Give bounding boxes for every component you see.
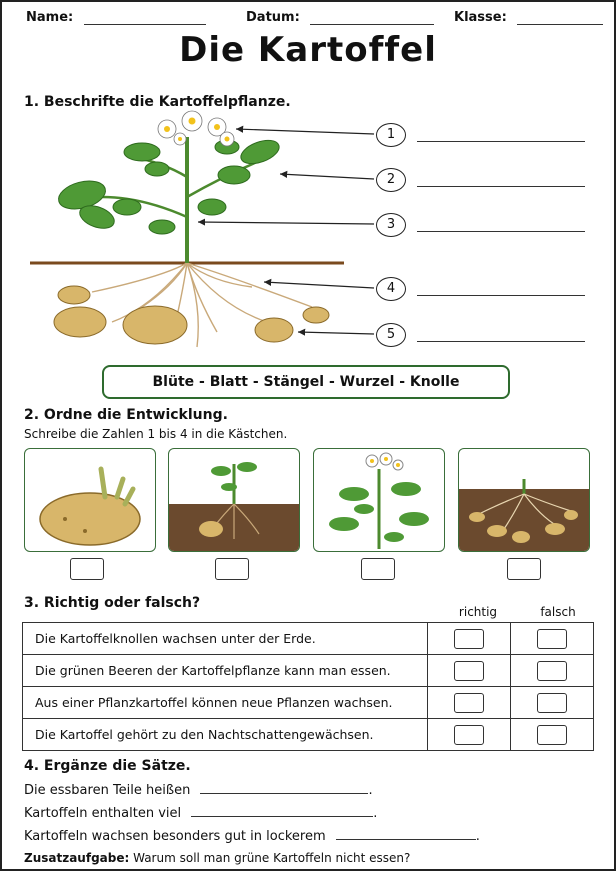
label-number-2: 2: [376, 168, 406, 192]
table-row: [23, 719, 594, 751]
order-box-4[interactable]: [507, 558, 541, 580]
statement-text: Aus einer Pflanzkartoffel können neue Pflanzen wachsen.: [23, 687, 428, 719]
false-checkbox[interactable]: [537, 661, 567, 681]
name-label: Name:: [26, 10, 74, 25]
label-number-3: 3: [376, 213, 406, 237]
section4-heading: 4. Ergänze die Sätze.: [24, 758, 191, 774]
label-number-4: 4: [376, 277, 406, 301]
answer-line-4[interactable]: [417, 295, 585, 296]
column-header-false: falsch: [540, 605, 576, 619]
sentence-text: Kartoffeln enthalten viel: [24, 806, 182, 821]
order-box-2[interactable]: [215, 558, 249, 580]
stage-tubers-underground: [458, 448, 590, 552]
answer-line-2[interactable]: [417, 186, 585, 187]
class-label: Klasse:: [454, 10, 507, 25]
sentence-text: Kartoffeln wachsen besonders gut in lockerem: [24, 829, 326, 844]
order-box-3[interactable]: [361, 558, 395, 580]
bonus-question: Warum soll man grüne Kartoffeln nicht essen?: [133, 851, 411, 865]
section2-instruction: Schreibe die Zahlen 1 bis 4 in die Kästchen.: [24, 427, 288, 441]
statement-text: Die grünen Beeren der Kartoffelpflanze kann man essen.: [23, 655, 428, 687]
table-row: [23, 687, 594, 719]
statement-text: Die Kartoffelknollen wachsen unter der Erde.: [23, 623, 428, 655]
stage-flowering-plant: [313, 448, 445, 552]
answer-line-1[interactable]: [417, 141, 585, 142]
page-title: Die Kartoffel: [179, 30, 437, 70]
sentence-period: .: [373, 806, 378, 821]
section2-heading: 2. Ordne die Entwicklung.: [24, 407, 228, 423]
table-row: [23, 623, 594, 655]
stage-sprouting-potato: [24, 448, 156, 552]
true-checkbox[interactable]: [454, 693, 484, 713]
fill-sentence-2: [24, 804, 377, 821]
stage-seedling: [168, 448, 300, 552]
false-checkbox[interactable]: [537, 725, 567, 745]
fill-in-line[interactable]: [200, 781, 368, 794]
bonus-task: [24, 851, 410, 865]
label-number-1: 1: [376, 123, 406, 147]
date-label: Datum:: [246, 10, 300, 25]
sentence-period: .: [368, 783, 373, 798]
fill-sentence-1: [24, 781, 373, 798]
section1-heading: 1. Beschrifte die Kartoffelpflanze.: [24, 94, 291, 110]
true-false-table: [22, 622, 594, 751]
statement-text: Die Kartoffel gehört zu den Nachtschattengewächsen.: [23, 719, 428, 751]
false-checkbox[interactable]: [537, 629, 567, 649]
true-checkbox[interactable]: [454, 661, 484, 681]
false-checkbox[interactable]: [537, 693, 567, 713]
bonus-label: Zusatzaufgabe:: [24, 851, 130, 865]
true-checkbox[interactable]: [454, 629, 484, 649]
sentence-text: Die essbaren Teile heißen: [24, 783, 191, 798]
answer-line-3[interactable]: [417, 231, 585, 232]
fill-in-line[interactable]: [336, 827, 476, 840]
label-arrows: [2, 2, 616, 402]
column-header-true: richtig: [458, 605, 498, 619]
fill-sentence-3: [24, 827, 480, 844]
table-row: [23, 655, 594, 687]
word-bank: Blüte - Blatt - Stängel - Wurzel - Knolle: [102, 365, 510, 399]
fill-in-line[interactable]: [191, 804, 373, 817]
order-box-1[interactable]: [70, 558, 104, 580]
section3-heading: 3. Richtig oder falsch?: [24, 595, 201, 611]
sentence-period: .: [475, 829, 480, 844]
answer-line-5[interactable]: [417, 341, 585, 342]
true-checkbox[interactable]: [454, 725, 484, 745]
label-number-5: 5: [376, 323, 406, 347]
